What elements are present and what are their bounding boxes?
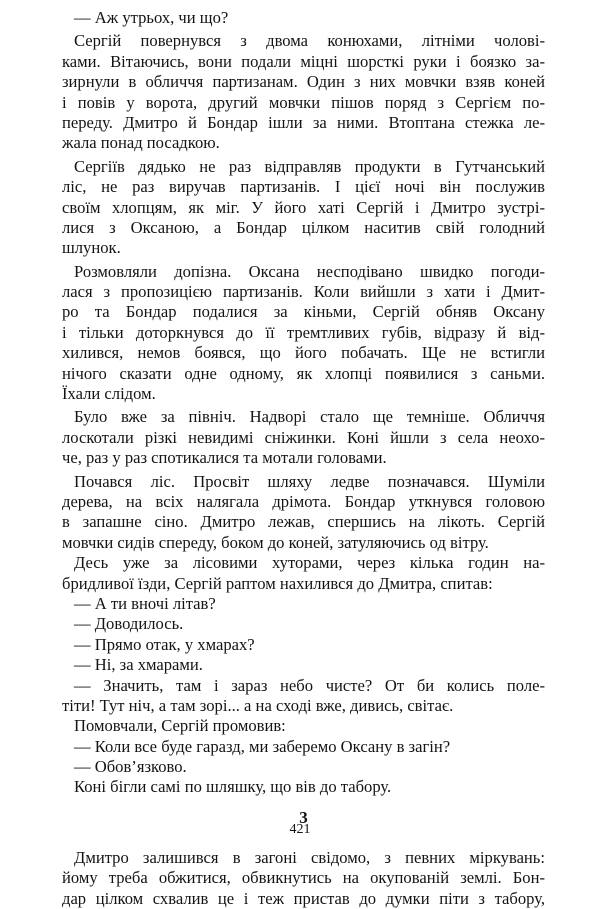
text-line: мовчки сидів спереду, боком до коней, затуляючись од вітру. bbox=[62, 532, 489, 552]
page-number: 421 bbox=[289, 822, 311, 837]
text-line: Почався ліс. Просвіт шляху ледве позначався. Шуміли bbox=[74, 471, 545, 491]
text-line: Їхали слідом. bbox=[62, 384, 156, 404]
text-line: дерева, на всіх налягала дрімота. Бондар уткнувся головою bbox=[62, 491, 545, 511]
text-line: Розмовляли допізна. Оксана несподівано швидко погоди- bbox=[74, 261, 545, 281]
text-line: лася з пропозицією партизанів. Коли вийшли з хати і Дмит- bbox=[62, 282, 545, 302]
text-line: переду. Дмитро й Бондар ішли за ними. Втоптана стежка ле- bbox=[62, 112, 545, 132]
text-line: хилився, немов боявся, що його побачать. Ще не встигли bbox=[62, 343, 545, 363]
text-line: шлунок. bbox=[62, 238, 121, 258]
text-block-after-chapter bbox=[62, 848, 545, 909]
text-line: бридливої їзди, Сергій раптом нахилився до Дмитра, спитав: bbox=[62, 573, 493, 593]
text-line: — Доводилось. bbox=[74, 614, 184, 634]
text-line: — Значить, там і зараз небо чисте? От би колись поле- bbox=[74, 675, 545, 695]
text-line: і повів у ворота, другий мовчки пішов поряд з Сергієм по- bbox=[62, 92, 545, 112]
text-line: — Обов’язково. bbox=[74, 757, 187, 777]
text-line: своїм хлопцям, як міг. У його хаті Сергій і Дмитро зустрі- bbox=[62, 197, 545, 217]
text-line: — Прямо отак, у хмарах? bbox=[74, 634, 255, 654]
text-line: зирнули в обличчя партизанам. Один з них мовчки взяв коней bbox=[62, 72, 545, 92]
text-line: і тільки доторкнувся до її тремтливих губів, відразу й від- bbox=[62, 322, 545, 342]
text-line: — Коли все буде гаразд, ми заберемо Оксану в загін? bbox=[74, 736, 451, 756]
text-line: — Ні, за хмарами. bbox=[74, 655, 203, 675]
text-line: в запашне сіно. Дмитро лежав, спершись на лікоть. Сергій bbox=[62, 512, 545, 532]
text-line: Коні бігли самі по шляшку, що вів до табору. bbox=[74, 777, 392, 797]
text-block-before-chapter bbox=[62, 8, 545, 798]
text-line: че, раз у раз спотикалися та мотали головами. bbox=[62, 448, 387, 468]
text-line: — Аж утрьох, чи що? bbox=[74, 8, 229, 27]
text-line: лися з Оксаною, а Бондар цілком наситив свій голодний bbox=[62, 217, 545, 237]
text-line: тіти! Тут ніч, а там зорі... а на сході вже, дивись, світає. bbox=[62, 695, 454, 715]
text-line: лоскотали різкі невидимі сніжинки. Коні йшли з села неохо- bbox=[62, 427, 545, 447]
chapter-number: 3 bbox=[299, 807, 308, 827]
text-line: жала понад посадкою. bbox=[62, 133, 220, 153]
book-page bbox=[62, 8, 545, 909]
text-line: Сергіїв дядько не раз відправляв продукти в Гутчанський bbox=[74, 156, 545, 176]
text-line: ками. Вітаючись, вони подали міцні шорсткі руки і боязко за- bbox=[62, 51, 545, 71]
text-line: Помовчали, Сергій промовив: bbox=[74, 716, 286, 736]
text-line: дар цілком схвалив це і теж пристав до думки піти з табору, bbox=[62, 888, 545, 908]
text-line: ліс, не раз виручав партизанів. І цієї ночі він послужив bbox=[62, 177, 545, 197]
text-line: Було вже за північ. Надворі стало ще темніше. Обличчя bbox=[74, 407, 545, 427]
text-line: йому треба обжитися, обвикнутись на окупованій землі. Бон- bbox=[62, 868, 545, 888]
text-line: Десь уже за лісовими хуторами, через кілька годин на- bbox=[74, 553, 545, 573]
text-line: нічого сказати одне одному, як хлопці появилися з саньми. bbox=[62, 363, 545, 383]
text-line: ро та Бондар подалися за кіньми, Сергій обняв Оксану bbox=[62, 302, 545, 322]
text-line: Сергій повернувся з двома конюхами, літніми чолові- bbox=[74, 31, 545, 51]
text-line: — А ти вночі літав? bbox=[74, 593, 216, 613]
text-line: Дмитро залишився в загоні свідомо, з певних міркувань: bbox=[74, 847, 545, 867]
